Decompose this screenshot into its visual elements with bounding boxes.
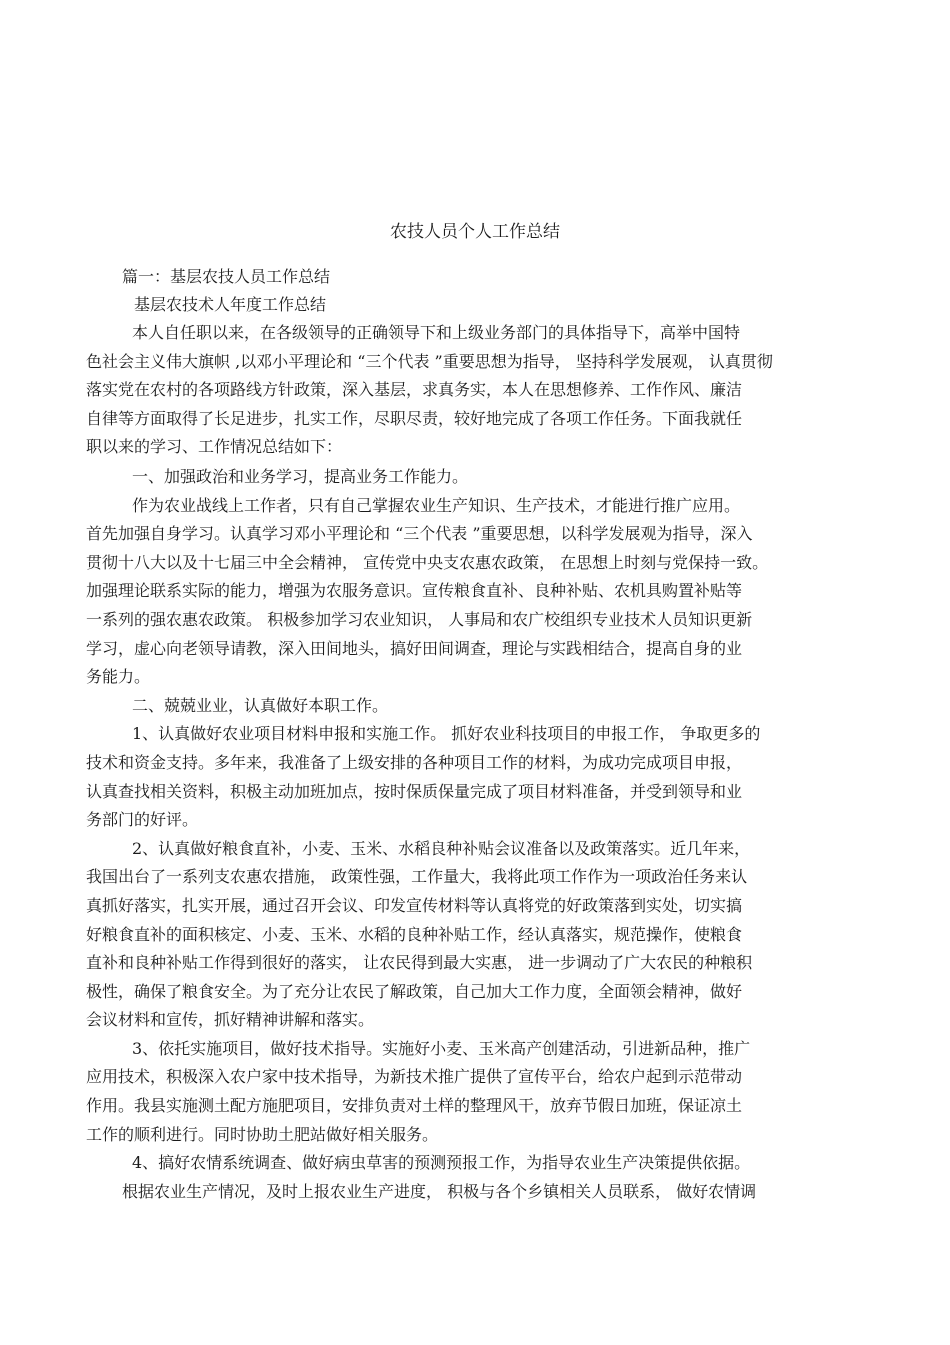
- text-line: 工作的顺利进行。同时协助土肥站做好相关服务。: [86, 1124, 439, 1144]
- text-line: 真抓好落实，扎实开展，通过召开会议、印发宣传材料等认真将党的好政策落到实处，切实搞: [86, 895, 743, 915]
- text-line: 作用。我县实施测土配方施肥项目，安排负责对土样的整理风干，放弃节假日加班，保证凉土: [86, 1096, 743, 1116]
- text-line: 加强理论联系实际的能力，增强为农服务意识。宣传粮食直补、良种补贴、农机具购置补贴等: [86, 581, 743, 601]
- subtitle-heading: 基层农技术人年度工作总结: [134, 295, 327, 314]
- document-title: 农技人员个人工作总结: [390, 222, 560, 242]
- section-heading-1: 一、加强政治和业务学习，提高业务工作能力。: [132, 467, 469, 486]
- text-line: 技术和资金支持。多年来，我准备了上级安排的各种项目工作的材料，为成功完成项目申报，: [86, 752, 743, 772]
- text-line: 一系列的强农惠农政策。 积极参加学习农业知识， 人事局和农广校组织专业技术人员知识更新: [86, 609, 753, 629]
- text-line: 学习，虚心向老领导请教，深入田间地头，搞好田间调查，理论与实践相结合，提高自身的业: [86, 638, 743, 658]
- text-line: 会议材料和宣传，抓好精神讲解和落实。: [86, 1010, 375, 1030]
- chapter-heading: 篇一：基层农技人员工作总结: [122, 267, 331, 286]
- text-line: 务能力。: [86, 667, 151, 687]
- text-line: 4、搞好农情系统调查、做好病虫草害的预测预报工作，为指导农业生产决策提供依据。: [132, 1153, 751, 1173]
- text-line: 认真查找相关资料，积极主动加班加点，按时保质保量完成了项目材料准备，并受到领导和业: [86, 781, 743, 801]
- section-heading-2: 二、兢兢业业，认真做好本职工作。: [132, 695, 389, 715]
- text-line: 落实党在农村的各项路线方针政策，深入基层，求真务实，本人在思想修养、工作作风、廉洁: [86, 380, 743, 400]
- text-line: 3、依托实施项目，做好技术指导。实施好小麦、玉米高产创建活动，引进新品种，推广: [132, 1038, 751, 1058]
- text-line: 好粮食直补的面积核定、小麦、玉米、水稻的良种补贴工作，经认真落实，规范操作，使粮食: [86, 924, 743, 944]
- text-line: 极性，确保了粮食安全。为了充分让农民了解政策，自己加大工作力度，全面领会精神，做好: [86, 981, 743, 1001]
- text-line: 应用技术，积极深入农户家中技术指导，为新技术推广提供了宣传平台，给农户起到示范带动: [86, 1067, 743, 1087]
- text-line: 自律等方面取得了长足进步，扎实工作，尽职尽责，较好地完成了各项工作任务。下面我就任: [86, 408, 743, 428]
- text-line: 作为农业战线上工作者，只有自己掌握农业生产知识、生产技术，才能进行推广应用。: [132, 495, 741, 515]
- text-line: 贯彻十八大以及十七届三中全会精神， 宣传党中央支农惠农政策， 在思想上时刻与党保持一致。: [86, 552, 769, 572]
- text-line: 职以来的学习、工作情况总结如下：: [86, 437, 343, 457]
- text-line: 色社会主义伟大旗帜 ,以邓小平理论和 “三个代表 ”重要思想为指导， 坚持科学发展观， 认真贯彻: [86, 351, 773, 371]
- text-line: 首先加强自身学习。认真学习邓小平理论和 “三个代表 ”重要思想，以科学发展观为指导，深入: [86, 524, 753, 544]
- text-line: 2、认真做好粮食直补，小麦、玉米、水稻良种补贴会议准备以及政策落实。近几年来，: [132, 838, 751, 858]
- text-line: 1、认真做好农业项目材料申报和实施工作。 抓好农业科技项目的申报工作， 争取更多的: [132, 724, 761, 744]
- body-section: [86, 463, 866, 1206]
- text-line: 本人自任职以来，在各级领导的正确领导下和上级业务部门的具体指导下，高举中国特: [132, 323, 741, 342]
- text-line: 根据农业生产情况，及时上报农业生产进度， 积极与各个乡镇相关人员联系， 做好农情调: [122, 1181, 757, 1201]
- intro-paragraph: [86, 319, 866, 462]
- text-line: 务部门的好评。: [86, 810, 199, 830]
- text-line: 直补和良种补贴工作得到很好的落实， 让农民得到最大实惠， 进一步调动了广大农民的种粮积: [86, 953, 753, 973]
- text-line: 我国出台了一系列支农惠农措施， 政策性强，工作量大，我将此项工作作为一项政治任务来认: [86, 867, 748, 887]
